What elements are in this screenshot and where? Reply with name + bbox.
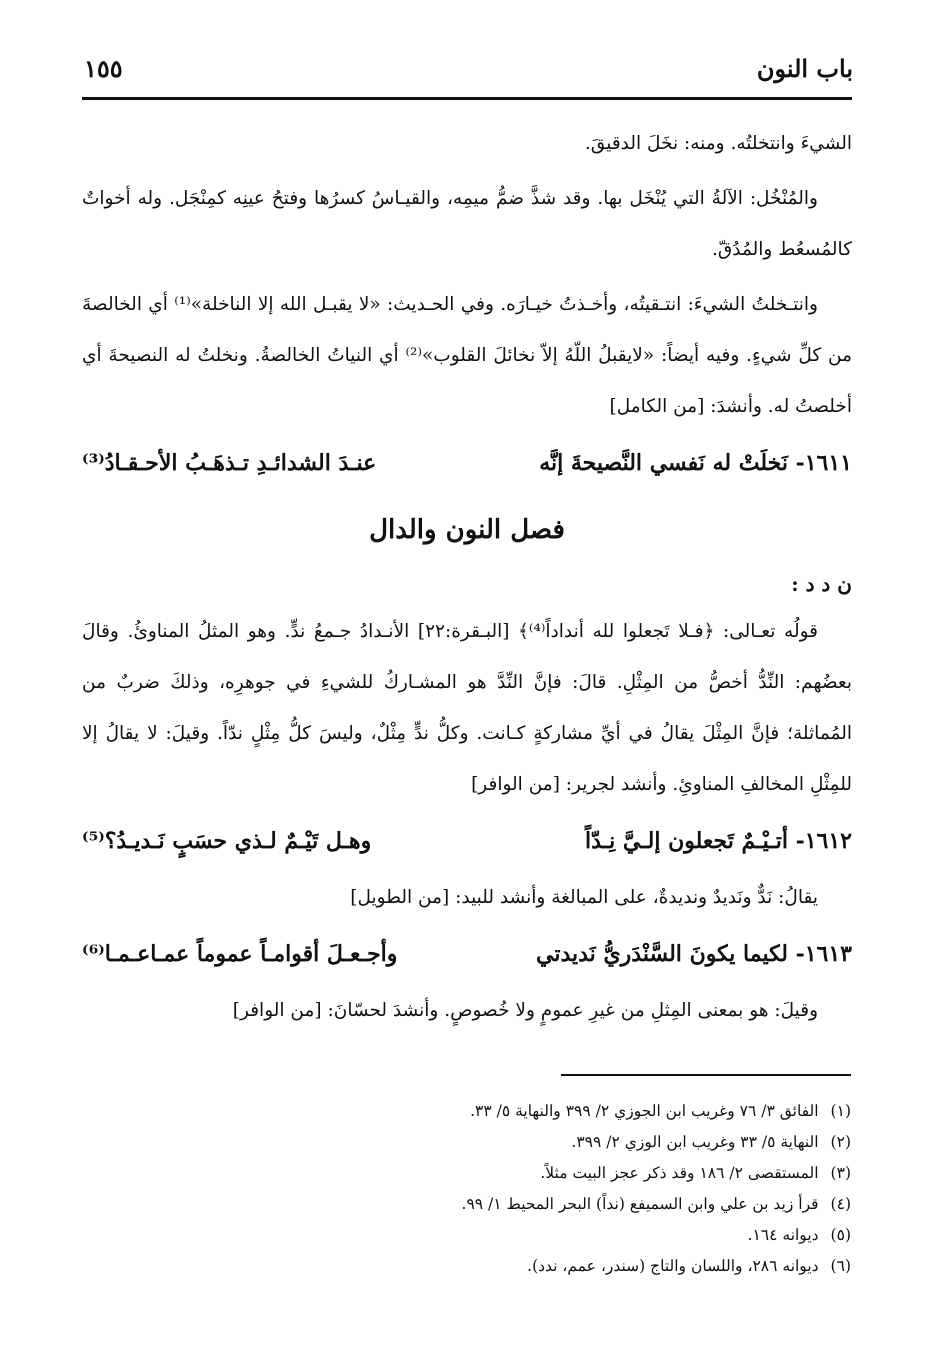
footnote-text: المستقصى ٢/ ١٨٦ وقد ذكر عجز البيت مثلاً. (540, 1164, 819, 1182)
main-text (82, 118, 852, 1040)
footnote-number: (٢) (830, 1133, 851, 1151)
verse-second-hemistich: وأجـعـلَ أقوامـاً عموماً عمـاعـمـا⁽⁶⁾ (82, 941, 398, 967)
header-rule (82, 97, 852, 100)
paragraph: يقالُ: نَدٌّ ونَديدٌ ونديدةٌ، على المبالغة وأنشد للبيد: [من الطويل] (350, 887, 818, 908)
footnote (151, 1251, 851, 1282)
verse-1612 (82, 814, 852, 868)
footnote-number: (٦) (830, 1257, 851, 1275)
paragraph: الشيءَ وانتخلتُه. ومنه: نخَلَ الدقيقَ. (584, 133, 852, 154)
footnote-rule (561, 1074, 851, 1076)
verse-1611 (82, 436, 852, 490)
verse-second-hemistich: عنـدَ الشدائـدِ تـذهَـبُ الأحـقـادُ⁽³⁾ (82, 450, 377, 476)
footnote (151, 1220, 851, 1251)
footnote (151, 1189, 851, 1220)
footnote-number: (٤) (830, 1195, 851, 1213)
footnote (151, 1096, 851, 1127)
chapter-title: باب النون (756, 54, 853, 83)
section-title: فصل النون والدال (369, 515, 565, 545)
footnote-number: (٣) (830, 1164, 851, 1182)
footnote-number: (١) (830, 1102, 851, 1120)
entry-root-heading: ن د د : (791, 572, 852, 596)
footnotes (151, 1096, 851, 1282)
footnote-text: ديوانه ٢٨٦، واللسان والتاج (سندر، عمم، ندد). (527, 1257, 819, 1275)
footnote-text: ديوانه ١٦٤. (747, 1226, 819, 1244)
footnote-text: الفائق ٣/ ٧٦ وغريب ابن الجوزي ٢/ ٣٩٩ والنهاية ٥/ ٣٣. (470, 1102, 819, 1120)
paragraph: وانتـخلتُ الشيءَ: انتـقيتُه، وأخـذتُ خيـارَه. وفي الحـديث: «لا يقبـل الله إلا الناخلة»⁽¹⁾ أي الخالصةَ من كلِّ شيءٍ. وفيه أيضاً: «لايقبلُ اللّهُ إلاّ نخائلَ القلوب»⁽²⁾ أي النياتُ الخالصةُ. ونخلتُ له النصيحةَ أي أخلصتُ له. وأنشدَ: [من الكامل] (82, 294, 852, 417)
page-number: ١٥٥ (84, 54, 123, 83)
footnote-text: قرأ زيد بن علي وابن السميفع (نداً) البحر المحيط ١/ ٩٩. (461, 1195, 819, 1213)
running-head (70, 48, 853, 88)
paragraph: قولُه تعـالى: ﴿فـلا تَجعلوا لله أنداداً⁽⁴⁾﴾ [البـقرة:٢٢] الأنـدادُ جـمعُ ندٍّ. وهو المثلُ المناوئُ. وقالَ بعضُهم: النِّدُّ أخصُّ من المِثْلِ. قالَ: فإنَّ النِّدَّ هو المشـاركُ للشيءِ في جوهرِه، وذلكَ ضربٌ من المُماثلة؛ فإنَّ المِثْلَ يقالُ في أيِّ مشاركةٍ كـانت. وكلُّ ندٍّ مِثْلٌ، وليسَ كلُّ مِثْلٍ ندّاً. وقيلَ: لا يقالُ إلا للمِثْلِ المخالفِ المناوئِ. وأنشد لجرير: [من الوافر] (82, 621, 852, 795)
footnote-number: (٥) (830, 1226, 851, 1244)
verse-first-hemistich: ١٦١١- نَخلَتْ له نَفسي النَّصيحةَ إنَّه (539, 450, 852, 476)
verse-1613 (82, 927, 852, 981)
footnote (151, 1158, 851, 1189)
footnote-text: النهاية ٥/ ٣٣ وغريب ابن الوزي ٢/ ٣٩٩. (571, 1133, 819, 1151)
verse-first-hemistich: ١٦١٢- أتـيْـمٌ تَجعلون إلـيَّ نِـدّاً (584, 828, 852, 854)
footnote (151, 1127, 851, 1158)
paragraph: وقيلَ: هو بمعنى المِثلِ من غيرِ عمومٍ ولا خُصوصٍ. وأنشدَ لحسّانَ: [من الوافر] (232, 1000, 818, 1021)
verse-first-hemistich: ١٦١٣- لكيما يكونَ السَّنْدَريُّ نَديدتي (535, 941, 852, 967)
paragraph: والمُنْخُل: الآلةُ التي يُنْخَل بها. وقد شذَّ ضمُّ ميمِه، والقيـاسُ كسرُها وفتحُ عينِه كمِنْجَل. وله أخواتٌ كالمُسعُط والمُدُقّ. (82, 188, 852, 260)
verse-second-hemistich: وهـل تَيْـمٌ لـذي حسَبٍ نَـديـدُ؟⁽⁵⁾ (82, 828, 372, 854)
